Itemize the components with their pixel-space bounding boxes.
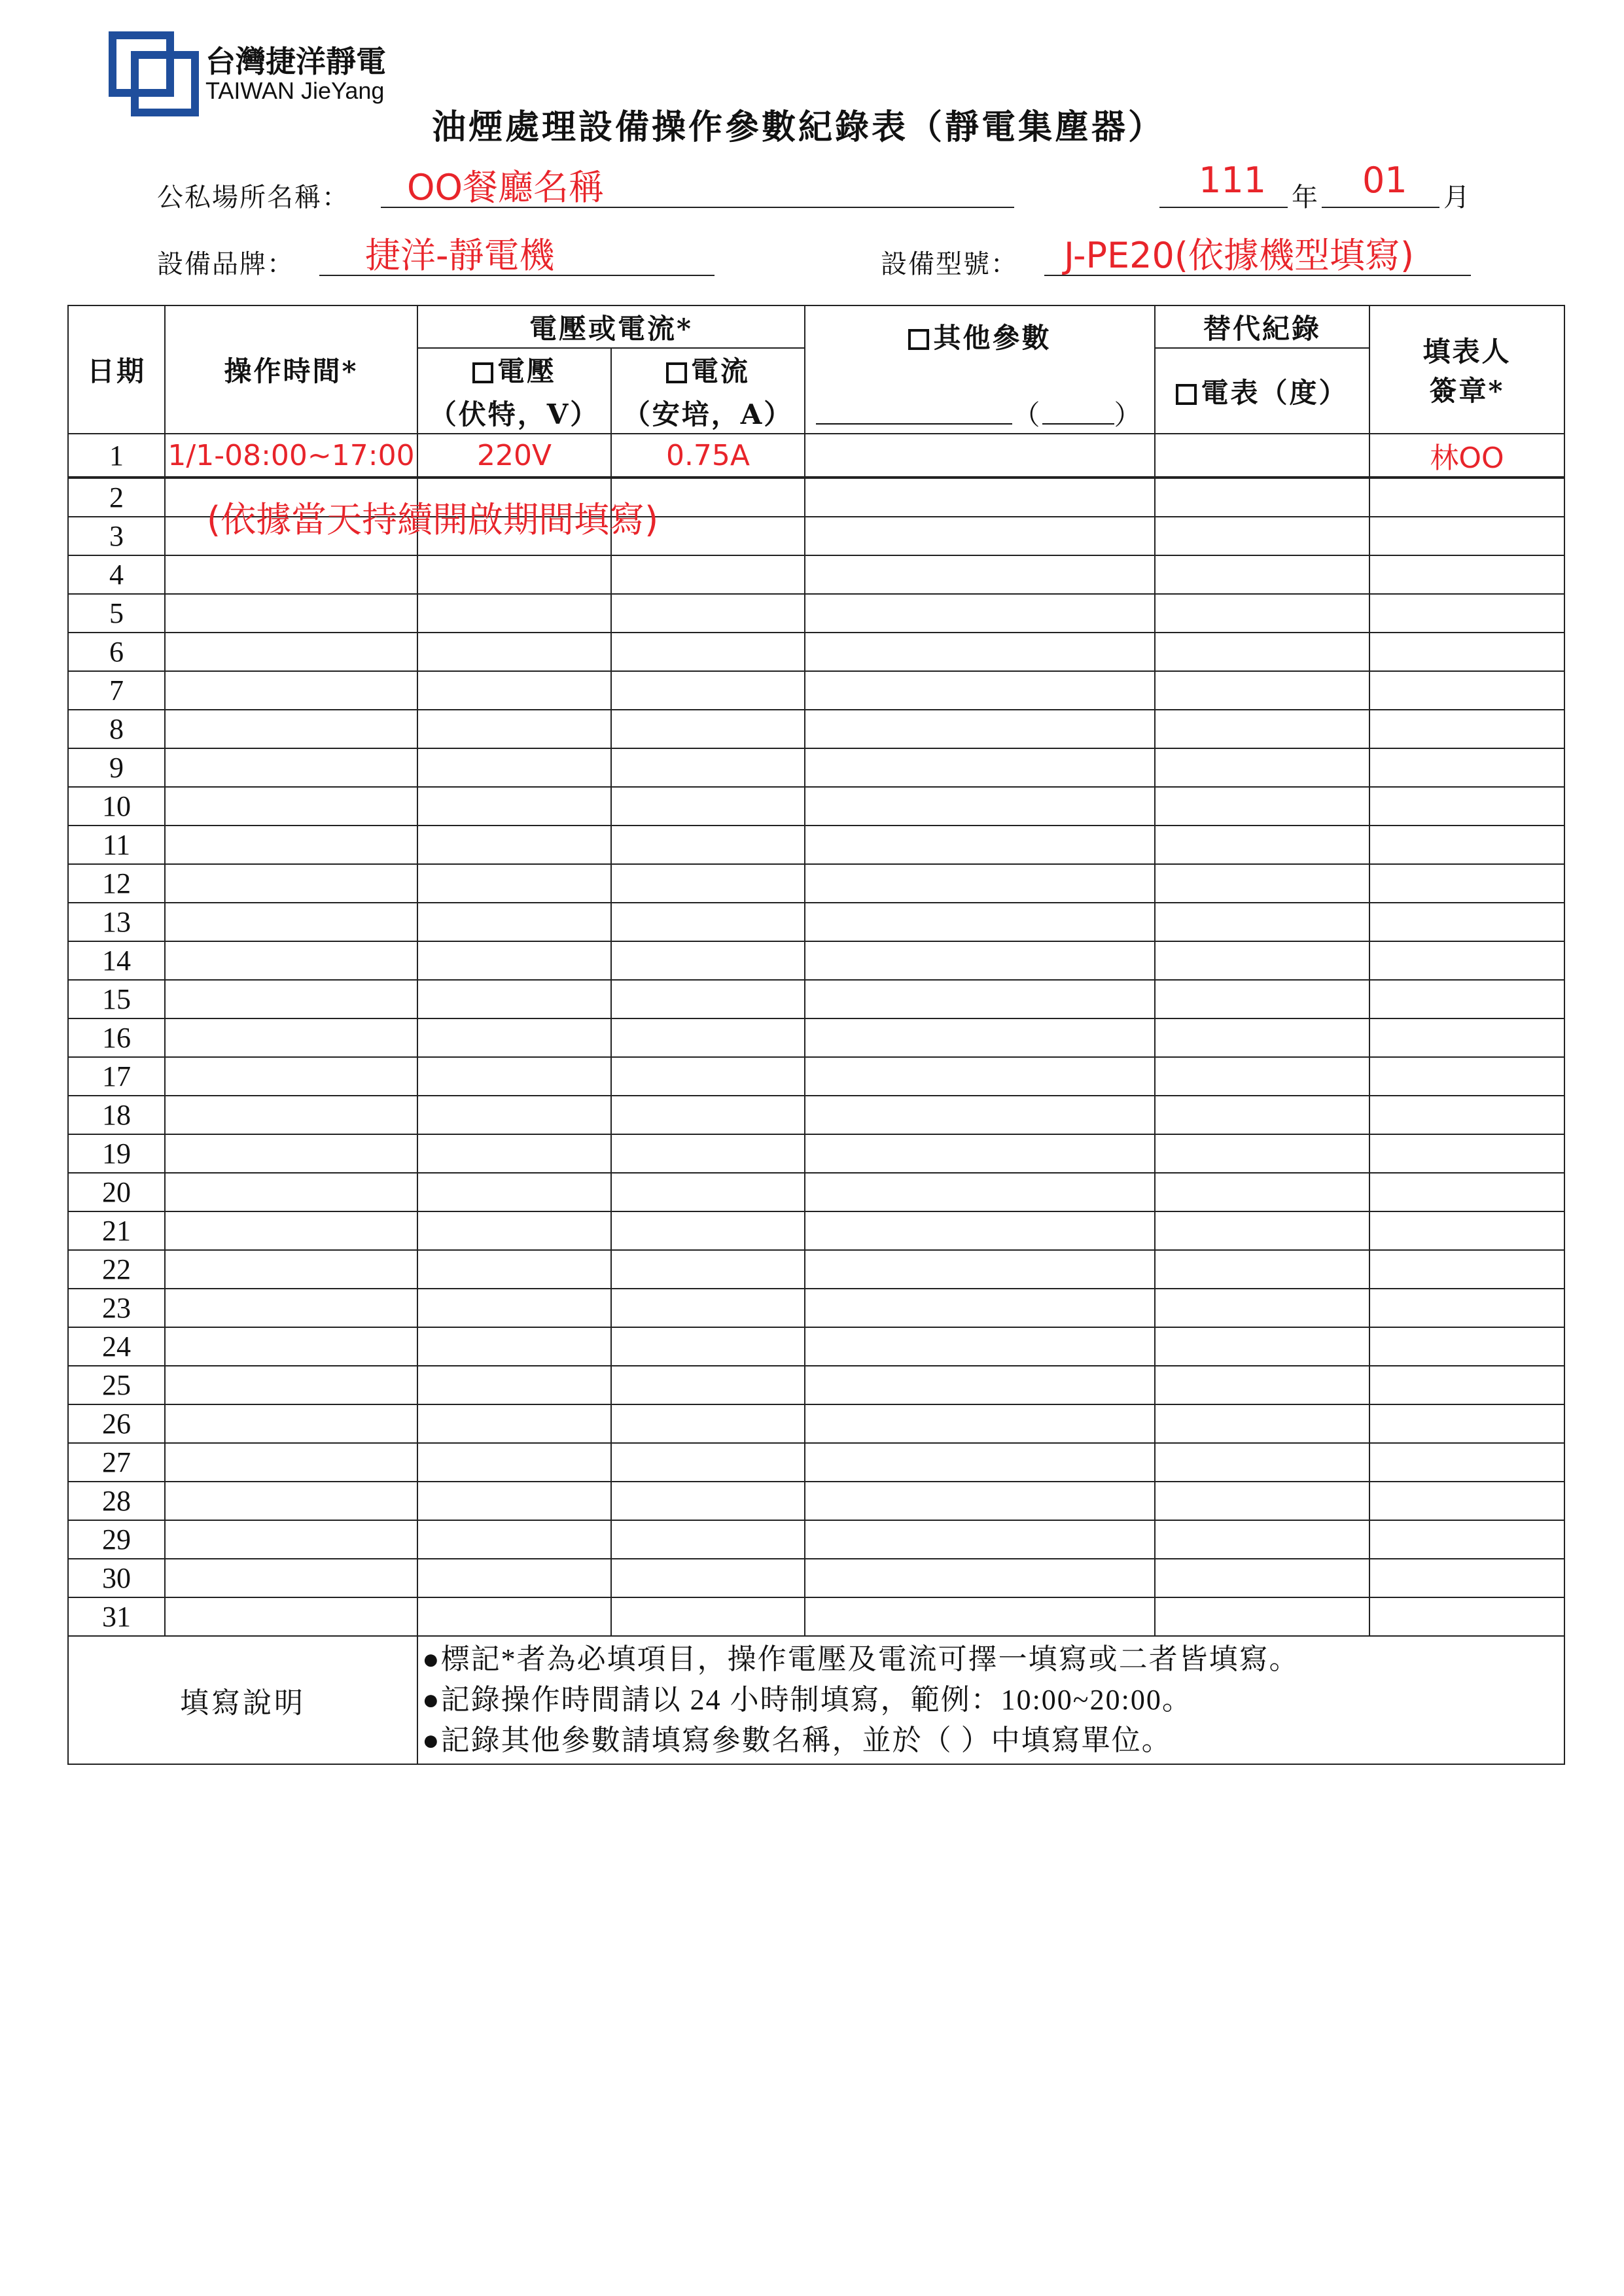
- row-other-cell[interactable]: [805, 1211, 1155, 1250]
- table-row: [68, 748, 1564, 787]
- row-signer-cell[interactable]: [1369, 1250, 1564, 1289]
- table-row: [68, 710, 1564, 748]
- row-date-cell: 1: [68, 434, 165, 478]
- table-row: [68, 594, 1564, 633]
- col-meter-label: 電表（度）: [1201, 376, 1349, 409]
- table-row: [68, 980, 1564, 1018]
- row-voltage-cell[interactable]: [417, 434, 611, 478]
- table-row: [68, 671, 1564, 710]
- row-voltage-cell[interactable]: [417, 555, 611, 594]
- col-current-header: [611, 348, 805, 434]
- row-current-cell[interactable]: [611, 671, 805, 710]
- row-date-cell: 22: [68, 1250, 165, 1289]
- row-signer-cell[interactable]: [1369, 1327, 1564, 1366]
- row-time-cell[interactable]: [165, 1211, 417, 1250]
- row-time-cell[interactable]: [165, 1018, 417, 1057]
- row-signer-cell[interactable]: [1369, 1289, 1564, 1327]
- row-current-cell[interactable]: [611, 903, 805, 941]
- table-row: [68, 1096, 1564, 1134]
- row-time-cell[interactable]: [165, 1173, 417, 1211]
- row-meter-cell[interactable]: [1155, 864, 1369, 903]
- row-other-cell[interactable]: [805, 1482, 1155, 1520]
- row-date-cell: 20: [68, 1173, 165, 1211]
- row-current-cell[interactable]: [611, 941, 805, 980]
- row-other-cell[interactable]: [805, 748, 1155, 787]
- col-other-header: [805, 305, 1155, 434]
- logo-name-zh: 台灣捷洋靜電: [205, 44, 386, 79]
- row-time-cell[interactable]: [165, 710, 417, 748]
- page-title: 油煙處理設備操作參數紀錄表（靜電集塵器）: [432, 107, 1165, 147]
- row-other-cell[interactable]: [805, 1250, 1155, 1289]
- row-other-cell[interactable]: [805, 594, 1155, 633]
- row-current-cell[interactable]: [611, 1327, 805, 1366]
- row-signer-cell[interactable]: [1369, 633, 1564, 671]
- row-voltage-cell[interactable]: [417, 1597, 611, 1636]
- row-other-cell[interactable]: [805, 1597, 1155, 1636]
- venue-field[interactable]: [381, 162, 1014, 208]
- table-row: [68, 1366, 1564, 1404]
- row-time-cell[interactable]: [165, 748, 417, 787]
- row-current-cell[interactable]: [611, 1366, 805, 1404]
- venue-label: 公私場所名稱：: [157, 183, 349, 213]
- year-value: 111: [1199, 160, 1267, 201]
- row-current-cell[interactable]: [611, 1520, 805, 1559]
- row-date-cell: 2: [68, 478, 165, 517]
- row-other-cell[interactable]: [805, 1559, 1155, 1597]
- row-voltage-cell[interactable]: [417, 671, 611, 710]
- row-current-cell[interactable]: [611, 1096, 805, 1134]
- row-meter-cell[interactable]: [1155, 1211, 1369, 1250]
- row-current-cell[interactable]: [611, 1250, 805, 1289]
- brand-label: 設備品牌：: [157, 249, 294, 279]
- row-time-cell[interactable]: [165, 1404, 417, 1443]
- row-voltage-cell[interactable]: [417, 1443, 611, 1482]
- row-date-cell: 28: [68, 1482, 165, 1520]
- col-signer-line1: 填表人: [1422, 336, 1511, 368]
- row-time-cell[interactable]: [165, 826, 417, 864]
- note-item: ●記錄其他參數請填寫參數名稱，並於（ ）中填寫單位。: [422, 1724, 1172, 1756]
- row-date-cell: 24: [68, 1327, 165, 1366]
- row-current-cell[interactable]: [611, 555, 805, 594]
- table-row: [68, 1057, 1564, 1096]
- row-meter-cell[interactable]: [1155, 1018, 1369, 1057]
- row-voltage-cell[interactable]: [417, 787, 611, 826]
- row-signer-cell[interactable]: [1369, 478, 1564, 517]
- other-paren-close: ）: [1114, 399, 1144, 431]
- row-voltage-cell[interactable]: [417, 1327, 611, 1366]
- row-meter-cell[interactable]: [1155, 748, 1369, 787]
- row-voltage-cell[interactable]: [417, 903, 611, 941]
- row-other-cell[interactable]: [805, 1134, 1155, 1173]
- row-meter-cell[interactable]: [1155, 1520, 1369, 1559]
- row-current-cell[interactable]: [611, 1559, 805, 1597]
- month-field[interactable]: [1322, 162, 1439, 208]
- row-date-cell: 7: [68, 671, 165, 710]
- table-row: [68, 1559, 1564, 1597]
- month-label: 月: [1443, 183, 1471, 213]
- row-time-cell[interactable]: [165, 1482, 417, 1520]
- row-current-cell[interactable]: [611, 1443, 805, 1482]
- row-signer-value: 林OO: [1430, 442, 1504, 475]
- row-current-cell[interactable]: [611, 633, 805, 671]
- row-meter-cell[interactable]: [1155, 1134, 1369, 1173]
- row-date-cell: 3: [68, 517, 165, 555]
- row-current-cell[interactable]: [611, 1211, 805, 1250]
- row-current-cell[interactable]: [611, 787, 805, 826]
- row-current-cell[interactable]: [611, 1597, 805, 1636]
- meter-checkbox[interactable]: [1176, 384, 1197, 405]
- row-date-cell: 25: [68, 1366, 165, 1404]
- table-row: [68, 633, 1564, 671]
- row-other-cell[interactable]: [805, 1018, 1155, 1057]
- row-signer-cell[interactable]: [1369, 594, 1564, 633]
- venue-value: OO餐廳名稱: [407, 167, 605, 208]
- row-date-cell: 31: [68, 1597, 165, 1636]
- other-param-name-blank[interactable]: [816, 404, 1012, 425]
- row-date-cell: 8: [68, 710, 165, 748]
- row-other-cell[interactable]: [805, 633, 1155, 671]
- row-signer-cell[interactable]: [1369, 980, 1564, 1018]
- year-field[interactable]: [1159, 162, 1288, 208]
- row-meter-cell[interactable]: [1155, 1057, 1369, 1096]
- row-time-value: 1/1-08:00~17:00: [168, 438, 415, 472]
- row-current-cell[interactable]: [611, 1134, 805, 1173]
- row-meter-cell[interactable]: [1155, 517, 1369, 555]
- row-signer-cell[interactable]: [1369, 555, 1564, 594]
- row-other-cell[interactable]: [805, 1404, 1155, 1443]
- row-voltage-cell[interactable]: [417, 1211, 611, 1250]
- row-signer-cell[interactable]: [1369, 1404, 1564, 1443]
- note-item: ●記錄操作時間請以 24 小時制填寫，範例：10:00~20:00。: [422, 1684, 1192, 1716]
- row-current-value: 0.75A: [665, 438, 750, 472]
- row-date-cell: 5: [68, 594, 165, 633]
- table-row: [68, 826, 1564, 864]
- row-date-cell: 17: [68, 1057, 165, 1096]
- row-signer-cell[interactable]: [1369, 1173, 1564, 1211]
- row-time-cell[interactable]: [165, 594, 417, 633]
- row-meter-cell[interactable]: [1155, 1173, 1369, 1211]
- row-voltage-cell[interactable]: [417, 1250, 611, 1289]
- row-voltage-cell[interactable]: [417, 1057, 611, 1096]
- row-voltage-cell[interactable]: [417, 1289, 611, 1327]
- table-row: [68, 1443, 1564, 1482]
- row-time-cell[interactable]: [165, 1289, 417, 1327]
- other-checkbox[interactable]: [908, 329, 929, 350]
- row-other-cell[interactable]: [805, 903, 1155, 941]
- table-row: [68, 1404, 1564, 1443]
- row-date-cell: 15: [68, 980, 165, 1018]
- voltage-checkbox[interactable]: [472, 362, 493, 383]
- row-date-cell: 30: [68, 1559, 165, 1597]
- row-voltage-cell[interactable]: [417, 980, 611, 1018]
- row-voltage-cell[interactable]: [417, 1559, 611, 1597]
- row-other-cell[interactable]: [805, 787, 1155, 826]
- row-voltage-cell[interactable]: [417, 633, 611, 671]
- row-voltage-cell[interactable]: [417, 1018, 611, 1057]
- row-other-cell[interactable]: [805, 710, 1155, 748]
- col-signer-line2: 簽章*: [1429, 375, 1505, 407]
- row-other-cell[interactable]: [805, 941, 1155, 980]
- row-meter-cell[interactable]: [1155, 1366, 1369, 1404]
- row-other-cell[interactable]: [805, 555, 1155, 594]
- row-current-cell[interactable]: [611, 980, 805, 1018]
- row-other-cell[interactable]: [805, 671, 1155, 710]
- model-value: J-PE20(依據機型填寫): [1064, 235, 1415, 276]
- row-time-cell[interactable]: [165, 671, 417, 710]
- row-signer-cell[interactable]: [1369, 434, 1564, 478]
- row-time-cell[interactable]: [165, 1443, 417, 1482]
- row-meter-cell[interactable]: [1155, 1327, 1369, 1366]
- time-hint-annotation: (依據當天持續開啟期間填寫): [207, 499, 659, 540]
- row-meter-cell[interactable]: [1155, 1482, 1369, 1520]
- row-signer-cell[interactable]: [1369, 710, 1564, 748]
- row-date-cell: 23: [68, 1289, 165, 1327]
- row-time-cell[interactable]: [165, 1134, 417, 1173]
- row-time-cell[interactable]: [165, 1096, 417, 1134]
- row-date-cell: 12: [68, 864, 165, 903]
- col-meter-header: [1155, 348, 1369, 434]
- row-signer-cell[interactable]: [1369, 826, 1564, 864]
- row-other-cell[interactable]: [805, 1520, 1155, 1559]
- row-voltage-value: 220V: [476, 438, 552, 472]
- table-row: [68, 1289, 1564, 1327]
- notes-label: 填寫說明: [68, 1636, 417, 1764]
- alt-record-group-header: 替代紀錄: [1155, 305, 1369, 348]
- row-meter-cell[interactable]: [1155, 1250, 1369, 1289]
- row-time-cell[interactable]: [165, 434, 417, 478]
- row-time-cell[interactable]: [165, 941, 417, 980]
- row-voltage-cell[interactable]: [417, 1366, 611, 1404]
- table-row: [68, 1597, 1564, 1636]
- row-current-cell[interactable]: [611, 1482, 805, 1520]
- row-time-cell[interactable]: [165, 1520, 417, 1559]
- row-date-cell: 18: [68, 1096, 165, 1134]
- note-item: ●標記*者為必填項目，操作電壓及電流可擇一填寫或二者皆填寫。: [422, 1643, 1299, 1675]
- row-time-cell[interactable]: [165, 1366, 417, 1404]
- row-signer-cell[interactable]: [1369, 1443, 1564, 1482]
- row-voltage-cell[interactable]: [417, 941, 611, 980]
- other-param-unit-blank[interactable]: [1042, 404, 1114, 425]
- row-other-cell[interactable]: [805, 864, 1155, 903]
- row-time-cell[interactable]: [165, 1250, 417, 1289]
- row-voltage-cell[interactable]: [417, 594, 611, 633]
- table-row: [68, 1211, 1564, 1250]
- row-voltage-cell[interactable]: [417, 1134, 611, 1173]
- voltage-current-group-header: 電壓或電流*: [417, 305, 805, 348]
- row-other-cell[interactable]: [805, 1096, 1155, 1134]
- row-current-cell[interactable]: [611, 1173, 805, 1211]
- row-meter-cell[interactable]: [1155, 478, 1369, 517]
- row-voltage-cell[interactable]: [417, 1404, 611, 1443]
- row-voltage-cell[interactable]: [417, 1173, 611, 1211]
- row-meter-cell[interactable]: [1155, 710, 1369, 748]
- row-meter-cell[interactable]: [1155, 1404, 1369, 1443]
- year-label: 年: [1292, 183, 1319, 213]
- col-voltage-unit: （伏特，V）: [429, 398, 600, 430]
- row-date-cell: 14: [68, 941, 165, 980]
- row-signer-cell[interactable]: [1369, 1366, 1564, 1404]
- row-time-cell[interactable]: [165, 864, 417, 903]
- col-current-unit: （安培，A）: [622, 398, 794, 430]
- logo-squares-icon: [109, 31, 200, 116]
- row-meter-cell[interactable]: [1155, 633, 1369, 671]
- row-time-cell[interactable]: [165, 555, 417, 594]
- row-date-cell: 4: [68, 555, 165, 594]
- row-current-cell[interactable]: [611, 748, 805, 787]
- row-signer-cell[interactable]: [1369, 903, 1564, 941]
- col-voltage-header: [417, 348, 611, 434]
- row-meter-cell[interactable]: [1155, 1559, 1369, 1597]
- row-meter-cell[interactable]: [1155, 1597, 1369, 1636]
- row-time-cell[interactable]: [165, 1057, 417, 1096]
- row-date-cell: 16: [68, 1018, 165, 1057]
- table-row: [68, 941, 1564, 980]
- row-voltage-cell[interactable]: [417, 864, 611, 903]
- row-current-cell[interactable]: [611, 1404, 805, 1443]
- row-date-cell: 27: [68, 1443, 165, 1482]
- row-meter-cell[interactable]: [1155, 903, 1369, 941]
- row-current-cell[interactable]: [611, 594, 805, 633]
- row-other-cell[interactable]: [805, 1366, 1155, 1404]
- row-meter-cell[interactable]: [1155, 594, 1369, 633]
- row-signer-cell[interactable]: [1369, 748, 1564, 787]
- row-voltage-cell[interactable]: [417, 1096, 611, 1134]
- row-meter-cell[interactable]: [1155, 555, 1369, 594]
- row-date-cell: 6: [68, 633, 165, 671]
- row-time-cell[interactable]: [165, 787, 417, 826]
- row-voltage-cell[interactable]: [417, 826, 611, 864]
- row-other-cell[interactable]: [805, 1289, 1155, 1327]
- row-meter-cell[interactable]: [1155, 826, 1369, 864]
- col-date-header: 日期: [68, 305, 165, 434]
- brand-value: 捷洋-靜電機: [365, 235, 555, 276]
- row-other-cell[interactable]: [805, 1443, 1155, 1482]
- col-time-header: 操作時間*: [165, 305, 417, 434]
- row-signer-cell[interactable]: [1369, 1096, 1564, 1134]
- row-other-cell[interactable]: [805, 1057, 1155, 1096]
- row-signer-cell[interactable]: [1369, 1559, 1564, 1597]
- row-meter-cell[interactable]: [1155, 1289, 1369, 1327]
- row-date-cell: 26: [68, 1404, 165, 1443]
- row-other-cell[interactable]: [805, 478, 1155, 517]
- row-time-cell[interactable]: [165, 1327, 417, 1366]
- row-time-cell[interactable]: [165, 633, 417, 671]
- row-time-cell[interactable]: [165, 1559, 417, 1597]
- logo-name-en: TAIWAN JieYang: [205, 77, 385, 104]
- brand-field[interactable]: [319, 230, 715, 276]
- row-other-cell[interactable]: [805, 517, 1155, 555]
- row-voltage-cell[interactable]: [417, 748, 611, 787]
- table-row: [68, 864, 1564, 903]
- row-date-cell: 13: [68, 903, 165, 941]
- col-other-label: 其他參數: [933, 322, 1051, 354]
- row-meter-cell[interactable]: [1155, 1443, 1369, 1482]
- current-checkbox[interactable]: [666, 362, 687, 383]
- row-current-cell[interactable]: [611, 1057, 805, 1096]
- row-signer-cell[interactable]: [1369, 1211, 1564, 1250]
- row-current-cell[interactable]: [611, 1018, 805, 1057]
- table-row: [68, 1520, 1564, 1559]
- row-signer-cell[interactable]: [1369, 1520, 1564, 1559]
- row-current-cell[interactable]: [611, 864, 805, 903]
- other-paren-open: （: [1012, 399, 1042, 431]
- table-row: [68, 434, 1564, 478]
- row-meter-cell[interactable]: [1155, 1096, 1369, 1134]
- model-field[interactable]: [1044, 230, 1471, 276]
- table-row: [68, 1250, 1564, 1289]
- table-row: [68, 555, 1564, 594]
- row-signer-cell[interactable]: [1369, 1482, 1564, 1520]
- row-signer-cell[interactable]: [1369, 864, 1564, 903]
- row-current-cell[interactable]: [611, 710, 805, 748]
- row-current-cell[interactable]: [611, 826, 805, 864]
- notes-cell: [417, 1636, 1564, 1764]
- row-date-cell: 9: [68, 748, 165, 787]
- row-time-cell[interactable]: [165, 1597, 417, 1636]
- table-row: [68, 1327, 1564, 1366]
- table-row: [68, 903, 1564, 941]
- col-signer-header: [1369, 305, 1564, 434]
- row-current-cell[interactable]: [611, 1289, 805, 1327]
- row-signer-cell[interactable]: [1369, 1057, 1564, 1096]
- row-signer-cell[interactable]: [1369, 1134, 1564, 1173]
- row-signer-cell[interactable]: [1369, 1018, 1564, 1057]
- row-signer-cell[interactable]: [1369, 671, 1564, 710]
- row-other-cell[interactable]: [805, 826, 1155, 864]
- month-value: 01: [1362, 160, 1407, 201]
- col-current-label: 電流: [690, 355, 750, 387]
- row-signer-cell[interactable]: [1369, 941, 1564, 980]
- row-signer-cell[interactable]: [1369, 787, 1564, 826]
- row-date-cell: 11: [68, 826, 165, 864]
- row-meter-cell[interactable]: [1155, 434, 1369, 478]
- row-meter-cell[interactable]: [1155, 941, 1369, 980]
- row-time-cell[interactable]: [165, 980, 417, 1018]
- table-row: [68, 787, 1564, 826]
- row-voltage-cell[interactable]: [417, 710, 611, 748]
- row-voltage-cell[interactable]: [417, 1520, 611, 1559]
- row-signer-cell[interactable]: [1369, 1597, 1564, 1636]
- row-date-cell: 21: [68, 1211, 165, 1250]
- table-row: [68, 1018, 1564, 1057]
- row-other-cell[interactable]: [805, 434, 1155, 478]
- row-meter-cell[interactable]: [1155, 787, 1369, 826]
- table-row: [68, 1134, 1564, 1173]
- row-current-cell[interactable]: [611, 434, 805, 478]
- table-row: [68, 1482, 1564, 1520]
- col-voltage-label: 電壓: [497, 355, 556, 387]
- row-other-cell[interactable]: [805, 980, 1155, 1018]
- row-signer-cell[interactable]: [1369, 517, 1564, 555]
- row-date-cell: 29: [68, 1520, 165, 1559]
- model-label: 設備型號：: [881, 249, 1018, 279]
- row-date-cell: 19: [68, 1134, 165, 1173]
- row-meter-cell[interactable]: [1155, 671, 1369, 710]
- row-other-cell[interactable]: [805, 1327, 1155, 1366]
- row-other-cell[interactable]: [805, 1173, 1155, 1211]
- row-meter-cell[interactable]: [1155, 980, 1369, 1018]
- row-date-cell: 10: [68, 787, 165, 826]
- row-time-cell[interactable]: [165, 903, 417, 941]
- company-logo: [109, 31, 200, 116]
- table-row: [68, 1173, 1564, 1211]
- row-voltage-cell[interactable]: [417, 1482, 611, 1520]
